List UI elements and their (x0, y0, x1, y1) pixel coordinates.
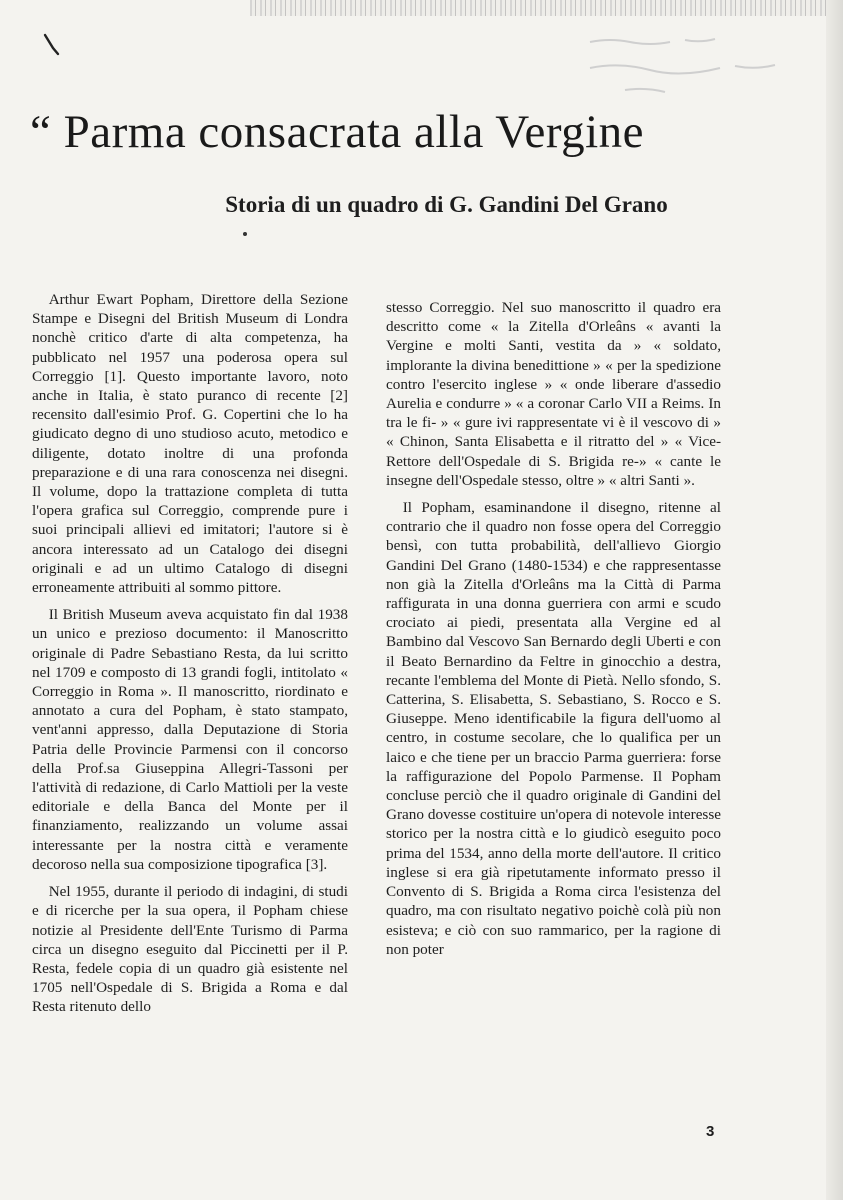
paragraph: stesso Correggio. Nel suo manoscritto il quadro era descritto come « la Zitella d'Orleâns « avanti la Vergine e molti Santi, vestita da » « soldato, implorante la divina benedittione » « per la spedizione contro l'esercito inglese » « onde liberare d'assedio Aurelia e condurre » « a coronar Carlo VII a Reims. In tra le fi- » « gure ivi rappresentate vi è il vescovo di » « Chinon, Santa Elisabetta e il ritratto del » « Vice-Rettore dell'Ospedale di S. Brigida re-» « cante le insegne dell'Ospedale stesso, oltre » « altri Santi ». (386, 299, 721, 489)
article-subtitle: Storia di un quadro di G. Gandini Del Grano (225, 192, 668, 217)
ink-dot (243, 232, 247, 236)
paragraph: Arthur Ewart Popham, Direttore della Sezione Stampe e Disegni del British Museum di Londra nonchè critico d'arte di alta competenza, ha pubblicato nel 1957 una poderosa opera sul Correggio [1]. Questo importante lavoro, noto anche in Italia, è stato puranco di recente [2] recensito dall'esimio Prof. G. Copertini che lo ha giudicato degno di uno studioso acuto, metodico e diligente, dotato inoltre di una profonda preparazione e di una rara conoscenza nei disegni. Il volume, dopo la trattazione completa di tutta l'opera grafica sul Correggio, comprende pure i suoi principali allievi ed imitatori; l'autore si è ancora interessato ad un Catalogo dei disegni originali e ad un ultimo Catalogo di disegni erroneamente attribuiti al sommo pittore. (32, 291, 348, 597)
article-title: “ Parma consacrata alla Vergine (30, 106, 645, 158)
paragraph: Il British Museum aveva acquistato fin dal 1938 un unico e prezioso documento: il Manoscritto originale di Padre Sebastiano Resta, da lui scritto nel 1709 e composto di 13 grandi fogli, intitolato « Correggio in Roma ». Il manoscritto, riordinato e annotato a cura del Popham, è stato stampato, vent'anni appresso, dalla Deputazione di Storia Patria delle Provincie Parmensi con il concorso della Prof.sa Giuseppina Allegri-Tassoni per l'attività di redazione, di Carlo Mattioli per la veste editoriale e della Banca del Monte per il finanziamento, realizzando un volume assai interessante per la nostra città e veramente decoroso nella sua composizione tipografica [3]. (32, 606, 348, 873)
left-column (32, 290, 348, 1025)
pen-stroke-mark (42, 32, 72, 62)
page-number: 3 (706, 1123, 715, 1140)
bleed-through-handwriting (585, 30, 825, 108)
paragraph: Il Popham, esaminandone il disegno, ritenne al contrario che il quadro non fosse opera del Correggio bensì, con tutta probabilità, dell'allievo Giorgio Gandini Del Grano (1480-1534) e che rappresentasse non già la Zitella d'Orleâns ma la Città di Parma raffigurata in una donna guerriera con armi e scudo crociato ai piedi, presentata alla Vergine ed al Bambino dal Vescovo San Bernardo degli Uberti e con il Beato Bernardino da Feltre in ginocchio a destra, recante l'emblema del Monte di Pietà. Nello sfondo, S. Catterina, S. Elisabetta, S. Sebastiano, S. Rocco e S. Giuseppe. Meno identificabile la figura dell'uomo al centro, in costume secolare, che lo qualifica per un laico e che tiene per un braccio Parma guerriera: forse la raffigurazione del Popolo Parmense. Il Popham concluse perciò che il quadro originale di Gandini del Grano dovesse costituire un'opera di notevole interesse storico per la nostra città e lo giudicò eseguito poco prima del 1534, anno della morte dell'autore. Il critico inglese si era già ripetutamente informato presso il Convento di S. Brigida a Roma circa l'esistenza del quadro, ma con risultato negativo poichè colà più non esisteva; e ciò con suo rammarico, per la ragione di non poter (386, 499, 721, 958)
right-column (386, 298, 721, 967)
scan-edge-right (826, 0, 843, 1200)
scan-noise-top (250, 0, 843, 16)
paragraph: Nel 1955, durante il periodo di indagini, di studi e di ricerche per la sua opera, il Popham chiese notizie al Presidente dell'Ente Turismo di Parma circa un disegno eseguito dal Piccinetti per il P. Resta, fedele copia di un quadro già esistente nel 1705 nell'Ospedale di S. Brigida a Roma e dal Resta ritenuto dello (32, 883, 348, 1016)
